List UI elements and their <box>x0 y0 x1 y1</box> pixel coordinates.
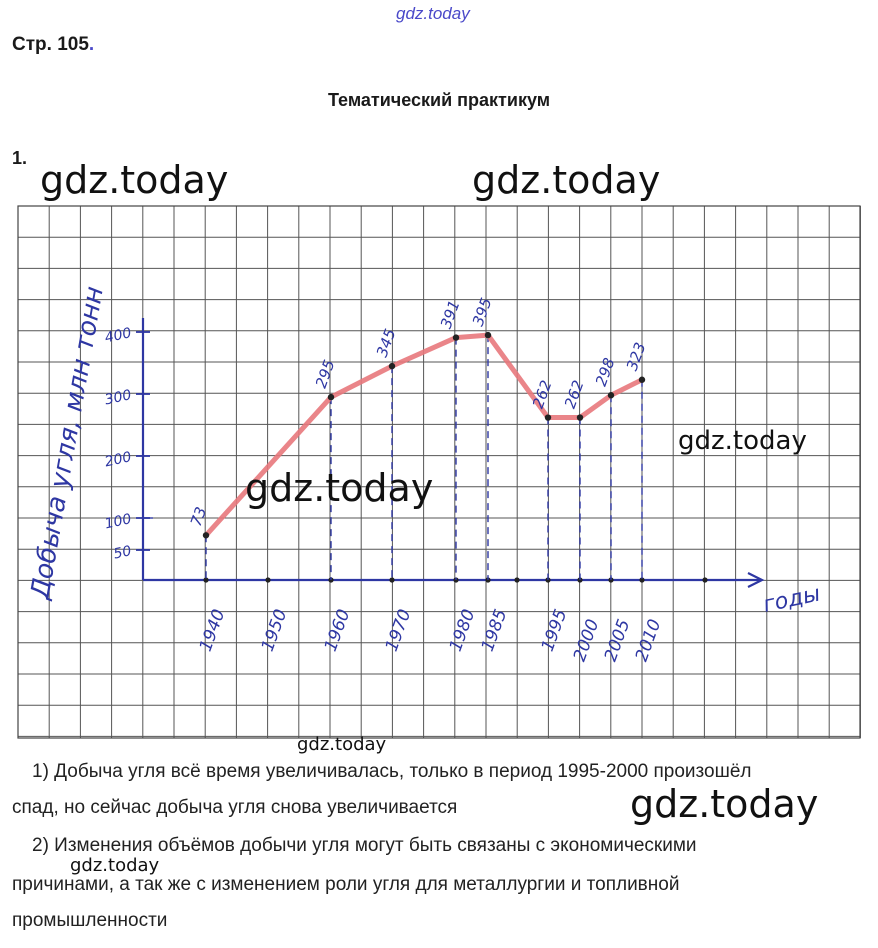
x-tick-label: 2000 <box>569 616 604 665</box>
y-tick-label: 400 <box>103 325 133 347</box>
watermark: gdz.today <box>40 158 229 202</box>
x-axis-label: годы <box>761 581 823 618</box>
data-label: 323 <box>622 340 650 374</box>
data-point <box>545 414 551 420</box>
data-label: 262 <box>560 377 588 411</box>
data-label: 395 <box>468 295 496 329</box>
y-axis-label: Добыча угля, млн тонн <box>25 284 110 602</box>
data-point <box>577 414 583 420</box>
data-point <box>485 332 491 338</box>
x-tick <box>514 577 519 582</box>
x-tick-label: 1980 <box>445 606 480 655</box>
answer-line-4: причинами, а так же с изменением роли угля для металлургии и топливной <box>12 874 680 895</box>
data-point <box>389 363 395 369</box>
data-label: 391 <box>436 297 464 331</box>
x-tick-label: 1985 <box>477 606 512 655</box>
y-tick-label: 50 <box>112 543 133 563</box>
page-number-dot: . <box>88 34 95 55</box>
answer-line-1: 1) Добыча угля всё время увеличивалась, только в период 1995-2000 произошёл <box>32 761 752 782</box>
watermark: gdz.today <box>472 158 661 202</box>
y-tick-label: 100 <box>103 511 133 533</box>
y-tick-label: 200 <box>103 449 133 471</box>
data-point <box>608 392 614 398</box>
data-label: 262 <box>528 377 556 411</box>
x-tick-label: 1950 <box>257 606 292 655</box>
data-label: 73 <box>186 504 211 529</box>
answer-line-3: 2) Изменения объёмов добычи угля могут быть связаны с экономическими <box>32 835 697 856</box>
section-title: Тематический практикум <box>327 90 551 110</box>
x-tick-label: 1970 <box>381 606 416 655</box>
chart-marks <box>143 295 650 580</box>
x-tick <box>265 577 270 582</box>
x-tick-label: 2005 <box>600 616 635 665</box>
watermark-top: gdz.today <box>396 4 470 23</box>
x-tick-label: 1995 <box>537 606 572 655</box>
watermark: gdz.today <box>678 426 807 456</box>
x-tick <box>702 577 707 582</box>
data-label: 295 <box>311 357 339 391</box>
answer-line-2: спад, но сейчас добыча угля снова увеличивается <box>12 797 458 818</box>
watermark: gdz.today <box>245 466 434 510</box>
data-point <box>203 532 209 538</box>
answer-line-5: промышленности <box>12 910 168 931</box>
watermark: gdz.today <box>630 782 819 826</box>
x-tick-label: 1940 <box>195 606 230 655</box>
x-tick-label: 1960 <box>320 606 355 655</box>
task-number: 1. <box>12 148 28 168</box>
data-label: 345 <box>372 326 400 360</box>
grid-lines <box>18 206 860 738</box>
data-point <box>639 377 645 383</box>
data-point <box>453 334 459 340</box>
watermark: gdz.today <box>297 734 387 755</box>
grid-border <box>18 206 860 738</box>
data-label: 298 <box>591 355 619 389</box>
data-point <box>328 394 334 400</box>
page-number-text: Стр. 105 <box>12 34 89 55</box>
y-tick-label: 300 <box>103 387 133 409</box>
x-tick-label: 2010 <box>631 616 666 665</box>
watermark: gdz.today <box>70 855 160 876</box>
